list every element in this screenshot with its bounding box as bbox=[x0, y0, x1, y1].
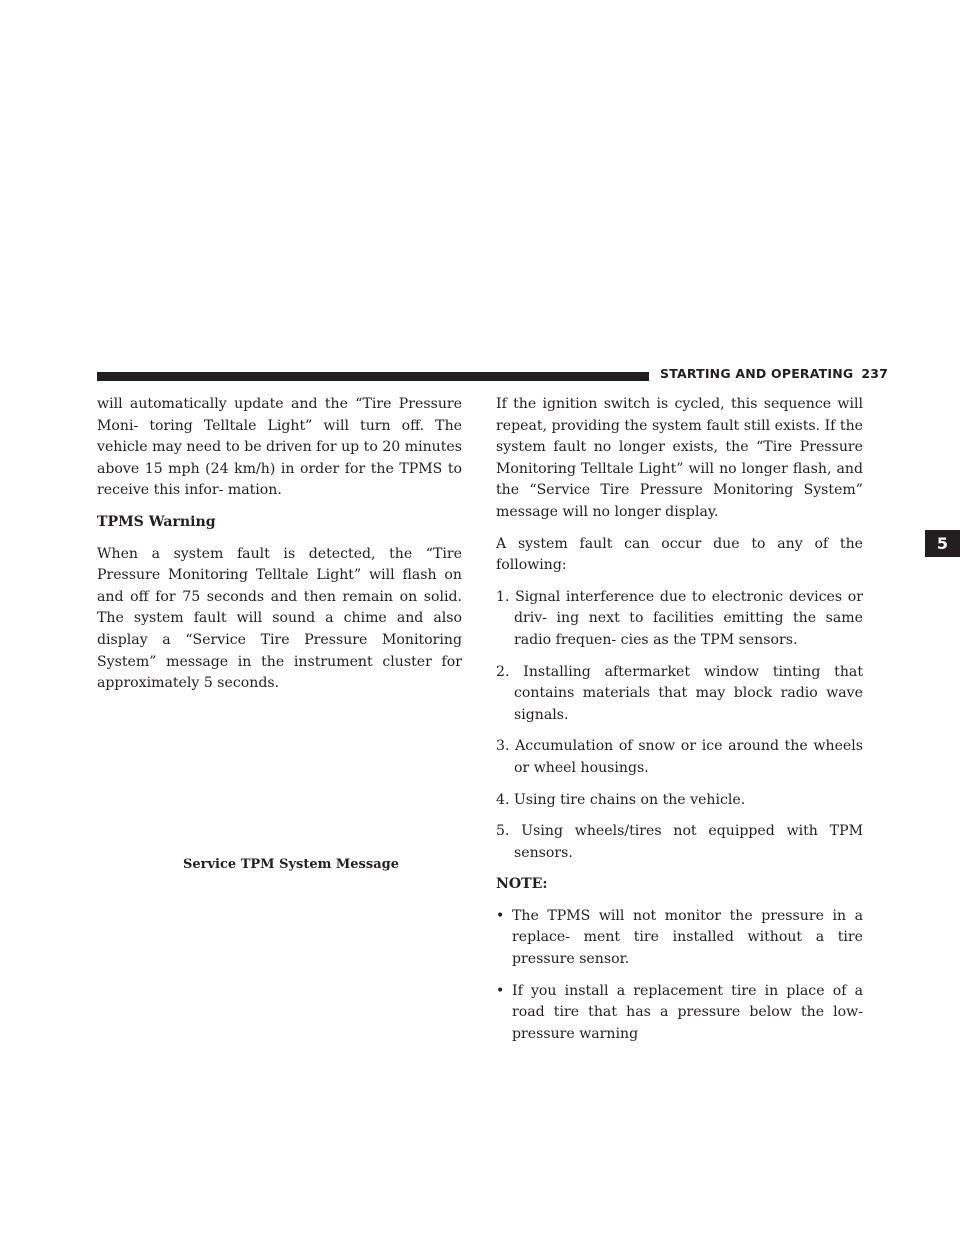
list-item bbox=[496, 981, 863, 1046]
bullet-icon: • bbox=[496, 907, 505, 924]
list-item: 1. Signal interference due to electronic devices or driv- ing next to facilities emitting the same radio frequen- cies as the TPM sensors. bbox=[496, 588, 863, 648]
note-list bbox=[496, 906, 863, 1046]
intro-paragraph: will automatically update and the “Tire Pressure Moni- toring Telltale Light” will turn off. The vehicle may need to be driven for up to 20 minutes above 15 mph (24 km/h) in order for the TPMS to receive this infor- mation. bbox=[97, 396, 462, 499]
page-number: 237 bbox=[861, 366, 889, 381]
note-text: If you install a replacement tire in place of a road tire that has a pressure below the low-pressure warning bbox=[512, 982, 863, 1042]
fault-causes-list bbox=[496, 587, 863, 865]
repeat-paragraph: If the ignition switch is cycled, this sequence will repeat, providing the system fault still exists. If the system fault no longer exists, the “Tire Pressure Monitoring Telltale Light” will no longer flash, and the “Service Tire Pressure Monitoring System” message will no longer display. bbox=[496, 396, 863, 520]
left-column bbox=[97, 394, 462, 705]
list-item: 4. Using tire chains on the vehicle. bbox=[496, 791, 746, 808]
warning-paragraph: When a system fault is detected, the “Tire Pressure Monitoring Telltale Light” will flash on and off for 75 seconds and then remain on solid. The system fault will sound a chime and also display a “Service Tire Pressure Monitoring System” message in the instrument cluster for approximately 5 seconds. bbox=[97, 545, 462, 692]
header-rule bbox=[97, 372, 649, 381]
list-intro: A system fault can occur due to any of the following: bbox=[496, 535, 863, 574]
section-title: STARTING AND OPERATING bbox=[660, 366, 854, 381]
note-text: The TPMS will not monitor the pressure in a replace- ment tire installed without a tire pressure sensor. bbox=[512, 907, 863, 968]
chapter-tab: 5 bbox=[925, 530, 960, 557]
list-item: 3. Accumulation of snow or ice around the wheels or wheel housings. bbox=[496, 738, 863, 776]
list-item bbox=[496, 906, 863, 971]
running-header bbox=[660, 366, 888, 381]
right-column bbox=[496, 394, 863, 1055]
note-label: NOTE: bbox=[496, 876, 548, 893]
bullet-icon: • bbox=[496, 982, 505, 999]
section-heading: TPMS Warning bbox=[97, 513, 216, 530]
figure-caption: Service TPM System Message bbox=[183, 857, 399, 872]
list-item: 2. Installing aftermarket window tinting that contains materials that may block radio wave signals. bbox=[496, 663, 863, 723]
list-item: 5. Using wheels/tires not equipped with TPM sensors. bbox=[496, 823, 863, 861]
